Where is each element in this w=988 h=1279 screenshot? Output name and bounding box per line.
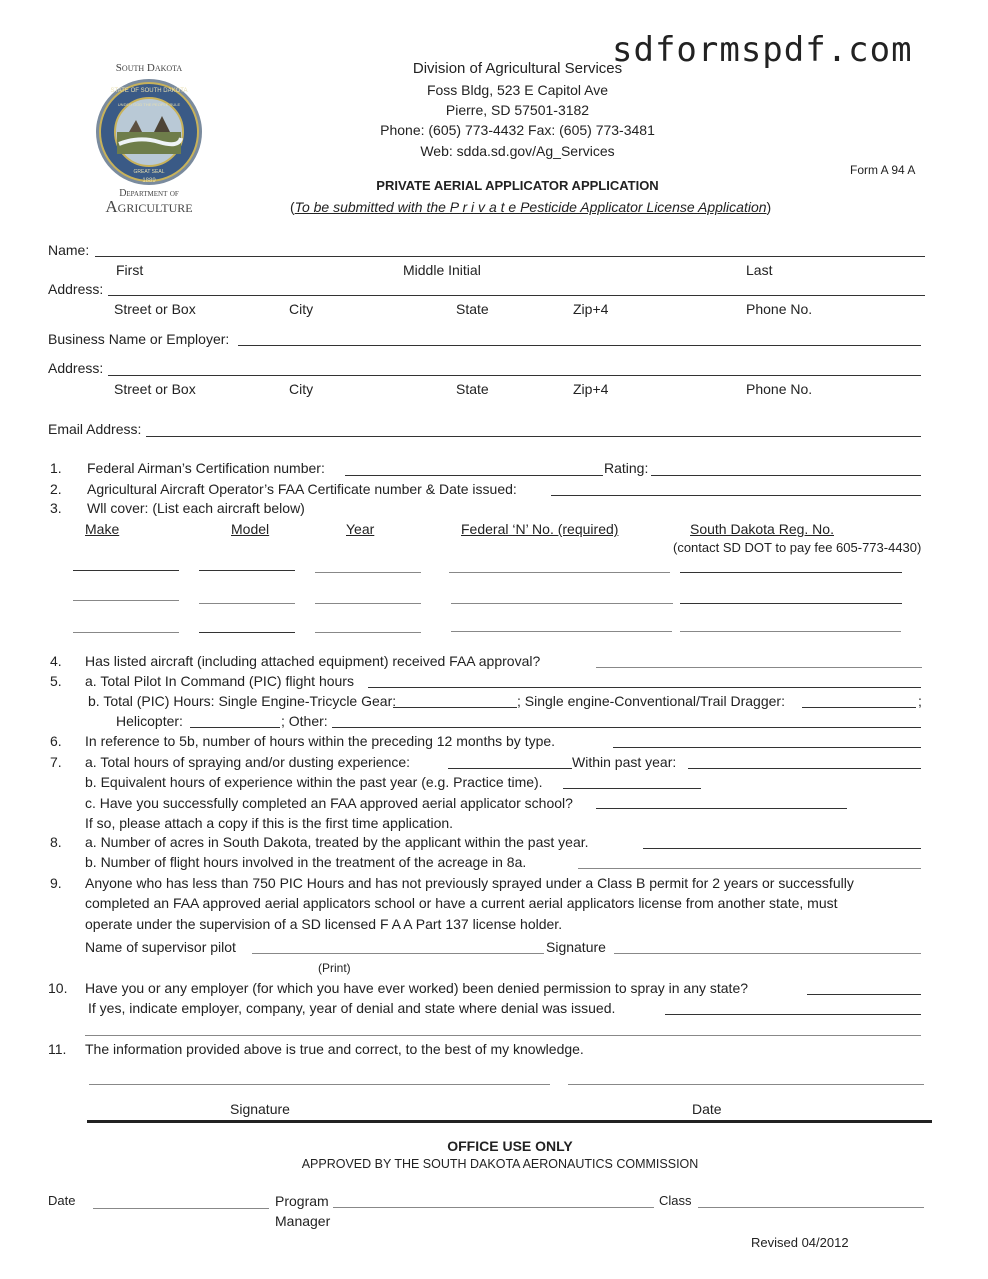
print-note: (Print) — [318, 961, 351, 975]
item-3-number: 3. — [50, 500, 62, 516]
city-label: City — [289, 301, 314, 317]
will-cover-label: Wll cover: (List each aircraft below) — [87, 500, 305, 516]
other-input[interactable] — [332, 727, 921, 728]
aircraft-sd-input[interactable] — [680, 603, 902, 604]
school-input[interactable] — [596, 808, 847, 809]
certification-statement: The information provided above is true and correct, to the best of my knowledge. — [85, 1041, 584, 1057]
item-9-text-1: Anyone who has less than 750 PIC Hours and has not previously sprayed under a Class B permit for 2 years or successfully — [85, 875, 854, 891]
aircraft-make-input[interactable] — [73, 600, 179, 601]
operator-cert-input[interactable] — [551, 495, 921, 496]
aircraft-model-input[interactable] — [199, 603, 295, 604]
denied-input[interactable] — [807, 994, 921, 995]
spraying-hours-input[interactable] — [448, 768, 572, 769]
email-input[interactable] — [146, 436, 921, 437]
item-2-number: 2. — [50, 481, 62, 497]
aircraft-sd-input[interactable] — [680, 631, 901, 632]
pic-hours-label: a. Total Pilot In Command (PIC) flight hours — [85, 673, 354, 689]
approved-by: APPROVED BY THE SOUTH DAKOTA AERONAUTICS COMMISSION — [301, 1157, 699, 1171]
col-sd-reg: South Dakota Reg. No. — [690, 521, 834, 537]
manager-label: Manager — [275, 1213, 331, 1229]
signature-label: Signature — [230, 1101, 290, 1117]
watermark: sdformspdf.com — [612, 30, 913, 70]
header-address1: Foss Bldg, 523 E Capitol Ave — [426, 82, 609, 98]
recent-hours-label: In reference to 5b, number of hours within the preceding 12 months by type. — [85, 733, 556, 749]
item-5-number: 5. — [50, 673, 62, 689]
operator-cert-label: Agricultural Aircraft Operator’s FAA Certificate number & Date issued: — [87, 481, 517, 497]
seal-ring-text: STATE OF SOUTH DAKOTA — [110, 88, 188, 94]
middle-label: Middle Initial — [403, 262, 481, 278]
aircraft-n-input[interactable] — [449, 572, 670, 573]
col-n-number: Federal ‘N’ No. (required) — [461, 521, 619, 537]
address-input[interactable] — [108, 295, 925, 296]
division-name: Division of Agricultural Services — [412, 60, 623, 77]
supervisor-input[interactable] — [252, 953, 544, 954]
business-input[interactable] — [238, 345, 921, 346]
item-9-number: 9. — [50, 875, 62, 891]
email-label: Email Address: — [48, 421, 142, 437]
city2-label: City — [289, 381, 314, 397]
denied-details-input[interactable] — [665, 1014, 921, 1015]
last-label: Last — [746, 262, 773, 278]
aircraft-make-input[interactable] — [73, 632, 179, 633]
item-6-number: 6. — [50, 733, 62, 749]
conventional-input[interactable] — [802, 707, 916, 708]
acres-input[interactable] — [643, 848, 921, 849]
logo-top-text: South Dakota — [115, 62, 183, 74]
applicant-date-input[interactable] — [568, 1084, 924, 1085]
seal-year-text: 1889 — [142, 178, 156, 184]
within-year-label: Within past year: — [572, 754, 677, 770]
form-number: Form A 94 A — [850, 163, 916, 177]
aircraft-model-input[interactable] — [199, 632, 295, 633]
state-seal-icon — [84, 78, 214, 190]
agriculture-logo — [84, 60, 214, 215]
aircraft-year-input[interactable] — [315, 632, 421, 633]
faa-approval-label: Has listed aircraft (including attached equipment) received FAA approval? — [85, 653, 541, 669]
phone-label: Phone No. — [746, 301, 813, 317]
address2-label: Address: — [48, 360, 104, 376]
tricycle-input[interactable] — [393, 707, 517, 708]
item-9-text-3: operate under the supervision of a SD licensed F A A Part 137 license holder. — [85, 916, 563, 932]
helicopter-input[interactable] — [190, 727, 280, 728]
item-10-number: 10. — [48, 980, 68, 996]
class-label: Class — [659, 1193, 692, 1208]
first-label: First — [116, 262, 144, 278]
office-use-title: OFFICE USE ONLY — [447, 1138, 573, 1154]
airman-cert-input[interactable] — [345, 475, 603, 476]
school-label: c. Have you successfully completed an FAA approved aerial applicator school? — [85, 795, 573, 811]
logo-dept-name: Agriculture — [105, 197, 193, 216]
flight-hours-input[interactable] — [578, 868, 921, 869]
street2-label: Street or Box — [114, 381, 196, 397]
col-sd-note: (contact SD DOT to pay fee 605-773-4430) — [673, 540, 922, 555]
section-divider — [87, 1120, 932, 1123]
denied-details-input-2[interactable] — [85, 1035, 921, 1036]
rating-label: Rating: — [604, 460, 649, 476]
revised-date: Revised 04/2012 — [751, 1235, 849, 1250]
seal-great-text: GREAT SEAL — [133, 169, 165, 175]
col-model: Model — [231, 521, 270, 537]
name-input[interactable] — [95, 256, 925, 257]
header-address2: Pierre, SD 57501-3182 — [445, 102, 590, 118]
office-date-label: Date — [48, 1193, 76, 1208]
address-label: Address: — [48, 281, 104, 297]
recent-hours-input[interactable] — [613, 747, 921, 748]
spraying-hours-label: a. Total hours of spraying and/or dusting experience: — [85, 754, 411, 770]
helicopter-label: Helicopter: — [116, 713, 183, 729]
class-input[interactable] — [698, 1207, 924, 1208]
applicant-signature-input[interactable] — [89, 1084, 550, 1085]
street-label: Street or Box — [114, 301, 196, 317]
semicolon: ; — [918, 693, 922, 709]
state2-label: State — [456, 381, 489, 397]
equivalent-hours-input[interactable] — [563, 788, 701, 789]
item-8-number: 8. — [50, 834, 62, 850]
state-label: State — [456, 301, 489, 317]
col-year: Year — [346, 521, 375, 537]
flight-hours-label: b. Number of flight hours involved in the treatment of the acreage in 8a. — [85, 854, 527, 870]
program-manager-input[interactable] — [333, 1207, 654, 1208]
acres-label: a. Number of acres in South Dakota, treated by the applicant within the past year. — [85, 834, 589, 850]
airman-cert-label: Federal Airman’s Certification number: — [87, 460, 325, 476]
date-label: Date — [692, 1101, 722, 1117]
equivalent-hours-label: b. Equivalent hours of experience within the past year (e.g. Practice time). — [85, 774, 543, 790]
address2-input[interactable] — [108, 375, 921, 376]
denied-details-label: If yes, indicate employer, company, year of denial and state where denial was issued. — [88, 1000, 616, 1016]
office-date-input[interactable] — [93, 1208, 269, 1209]
item-7-number: 7. — [50, 754, 62, 770]
program-label: Program — [275, 1193, 329, 1209]
col-make: Make — [85, 521, 120, 537]
phone2-label: Phone No. — [746, 381, 813, 397]
attach-copy-note: If so, please attach a copy if this is the first time application. — [85, 815, 454, 831]
denied-label: Have you or any employer (for which you have ever worked) been denied permission to spray in any state? — [85, 980, 749, 996]
form-subtitle: (To be submitted with the P r i v a t e Pesticide Applicator License Application) — [290, 199, 772, 215]
supervisor-signature-label: Signature — [546, 939, 606, 955]
supervisor-label: Name of supervisor pilot — [85, 939, 236, 955]
zip2-label: Zip+4 — [573, 381, 609, 397]
other-label: ; Other: — [281, 713, 328, 729]
business-label: Business Name or Employer: — [48, 331, 230, 347]
name-label: Name: — [48, 242, 90, 258]
aircraft-model-input[interactable] — [199, 570, 295, 571]
tricycle-label: b. Total (PIC) Hours: Single Engine-Tricycle Gear: — [88, 693, 397, 709]
header-phone: Phone: (605) 773-4432 Fax: (605) 773-3481 — [380, 122, 655, 138]
header-web: Web: sdda.sd.gov/Ag_Services — [420, 143, 615, 159]
aircraft-n-input[interactable] — [451, 631, 672, 632]
conventional-label: ; Single engine-Conventional/Trail Dragger: — [517, 693, 785, 709]
aircraft-n-input[interactable] — [451, 603, 673, 604]
item-9-text-2: completed an FAA approved aerial applicators school or have a current aerial applicators license from another state, must — [85, 895, 838, 911]
seal-under-text: UNDER GOD THE PEOPLE RULE — [117, 102, 181, 107]
rating-input[interactable] — [651, 475, 921, 476]
aircraft-make-input[interactable] — [73, 570, 179, 571]
within-year-input[interactable] — [688, 768, 921, 769]
zip-label: Zip+4 — [573, 301, 609, 317]
aircraft-sd-input[interactable] — [680, 572, 902, 573]
form-title: PRIVATE AERIAL APPLICATOR APPLICATION — [376, 178, 659, 193]
logo-dept-of: Department of — [119, 188, 179, 199]
aircraft-year-input[interactable] — [315, 603, 421, 604]
item-1-number: 1. — [50, 460, 62, 476]
faa-approval-input[interactable] — [596, 667, 922, 668]
item-4-number: 4. — [50, 653, 62, 669]
aircraft-year-input[interactable] — [315, 572, 421, 573]
supervisor-signature-input[interactable] — [614, 953, 921, 954]
item-11-number: 11. — [48, 1041, 67, 1057]
pic-hours-input[interactable] — [368, 687, 921, 688]
